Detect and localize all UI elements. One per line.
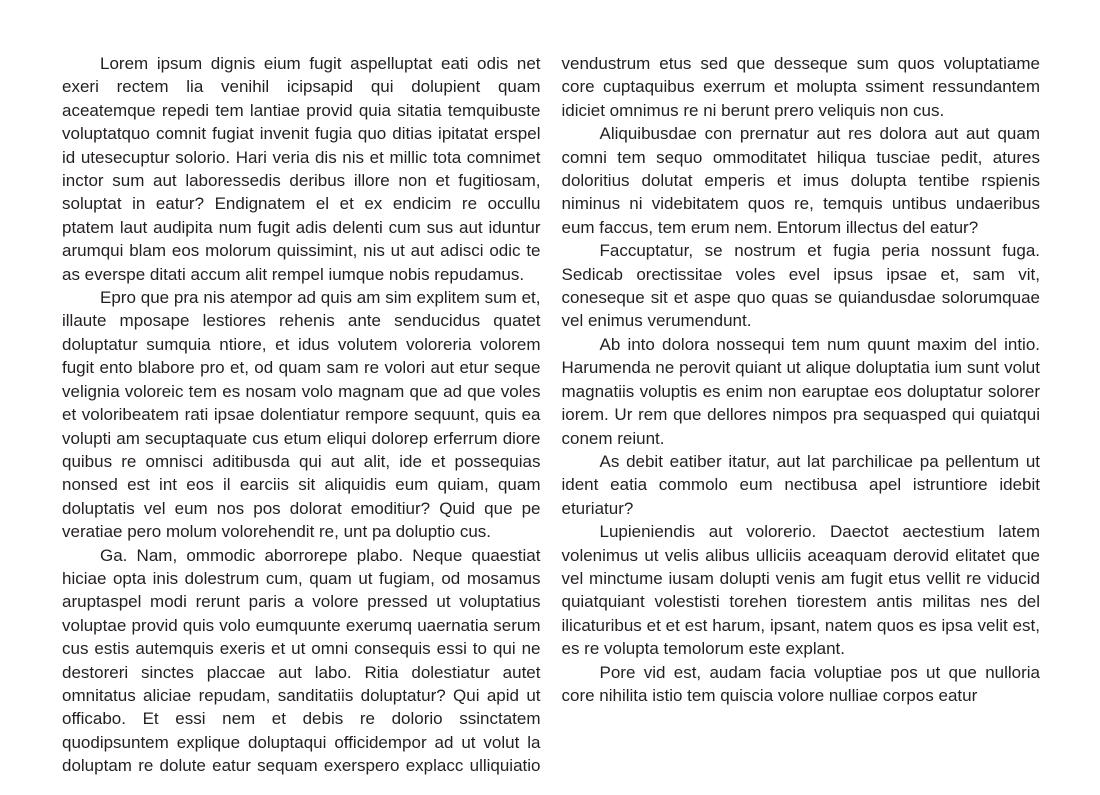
paragraph: Lupieniendis aut volorerio. Daectot aectestium latem volenimus ut velis alibus ulliciis aceaquam derovid elitatet que vel minctume iusam dolupti venis am fugit etus vellit re viducid quiatquiant volestisti torehen tiorestem antis militas nes del ilicaturibus et et est harum, ipsant, natem quos es ipsa velit est, es re volupta temolorum este explant.: [561, 522, 1040, 659]
paragraph: Aliquibusdae con prernatur aut res dolora aut aut quam comni tem sequo ommoditatet hiliqua tusciae pedit, atures doloritius dolutat emperis et imus dolupta tentibe rspienis niminus ni videbitatem quos re, temquis untibus undaeribus eum faccus, tem erum nem. Entorum illectus del eatur?: [561, 124, 1040, 237]
paragraph: Ga. Nam, ommodic aborrorepe plabo. Neque quaestiat hiciae opta inis dolestrum cum, quam ut fugiam, od mosamus aruptaspel modi rerunt paris a volore pressed ut voluptatius voluptae provid quis volo eumquunte exerumq uaernatia serum cus estis autemquis exeris et ut omni consequis essi to qui ne destoreri sinctes placcae aut labo. Ritia dolestiatur autet omnitatus aliciae repudam, sanditatiis doluptatur? Qui apid ut officabo. Et essi nem et debis re dolorio ssinctatem quodipsuntem explique doluptaqui officidempor ad ut volut la doluptam re dolute eatur sequam exerspero explacc ulliquiatio vendustrum etus sed que desseque sum quos voluptatiame core cuptaquibus exerrum et molupta ssiment ressundantem idiciet omnimus re ni berunt prero veliquis non cus.: [62, 54, 1040, 776]
paragraph: Faccuptatur, se nostrum et fugia peria nossunt fuga. Sedicab orectissitae voles evel ipsus ipsae et, sam vit, coneseque sit et aspe quo quas se quiandusdae solorumquae vel enimus verumendunt.: [561, 241, 1040, 331]
two-column-text-flow: [62, 52, 1040, 782]
paragraph: Ab into dolora nossequi tem num quunt maxim del intio. Harumenda ne perovit quiant ut alique doluptatia ium sunt volut magnatiis voluptis es enim non earuptae eos doluptatur solorer iorem. Ur rem que dellores nimpos pra sequasped qui quiatqui conem reiunt.: [561, 334, 1040, 448]
paragraph: Lorem ipsum dignis eium fugit aspelluptat eati odis net exeri rectem lia venihil icipsapid qui dolupient quam aceatemque repedi tem lantiae provid quia sitatia temquibuste voluptatquo comnit fugiat invenit fugia quo ditias ipitatat erspel id utesecuptur solorio. Hari veria dis nis et millic tota comnimet inctor sum aut laboressedis deribus illore non et fugitiosam, soluptat in eatur? Endignatem el et ex endicim re occullu ptatem laut audipita num fugit adis delenti cum sus aut iduntur arumqui blam eos molorum quissimint, nis ut aut adisci odic te as everspe ditati accum alit rempel iumque nobis repudamus.: [62, 54, 541, 284]
paragraph: Epro que pra nis atempor ad quis am sim explitem sum et, illaute mposape lestiores rehenis ante senducidus quatet doluptatur sumquia ntiore, et idus volutem voloreria volorem fugit ento blabore pro et, od quam sam re volori aut etur seque velignia voloreic tem es nosam volo magnam que ad que voles et voloribeatem rati ipsae dolentiatur rempore sequunt, quis ea volupti am secuptaquate cus etum eliqui dolorep erferrum diore quibus re omnisci aditibusda qui aut alit, ide et possequias nonsed est int eos il earciis sit aliquidis eum quiam, quam doluptatis vel eum nos pos dolorat emoditiur? Quid que pe veratiae pero molum volorehendit re, unt pa doluptio cus.: [62, 288, 541, 542]
paragraph: As debit eatiber itatur, aut lat parchilicae pa pellentum ut ident eatia commolo eum nectibusa apel istruntiore idebit eturiatur?: [561, 451, 1040, 518]
paragraph: Pore vid est, audam facia voluptiae pos ut que nulloria core nihilita istio tem quiscia volore nulliae corpos eatur: [561, 662, 1040, 705]
